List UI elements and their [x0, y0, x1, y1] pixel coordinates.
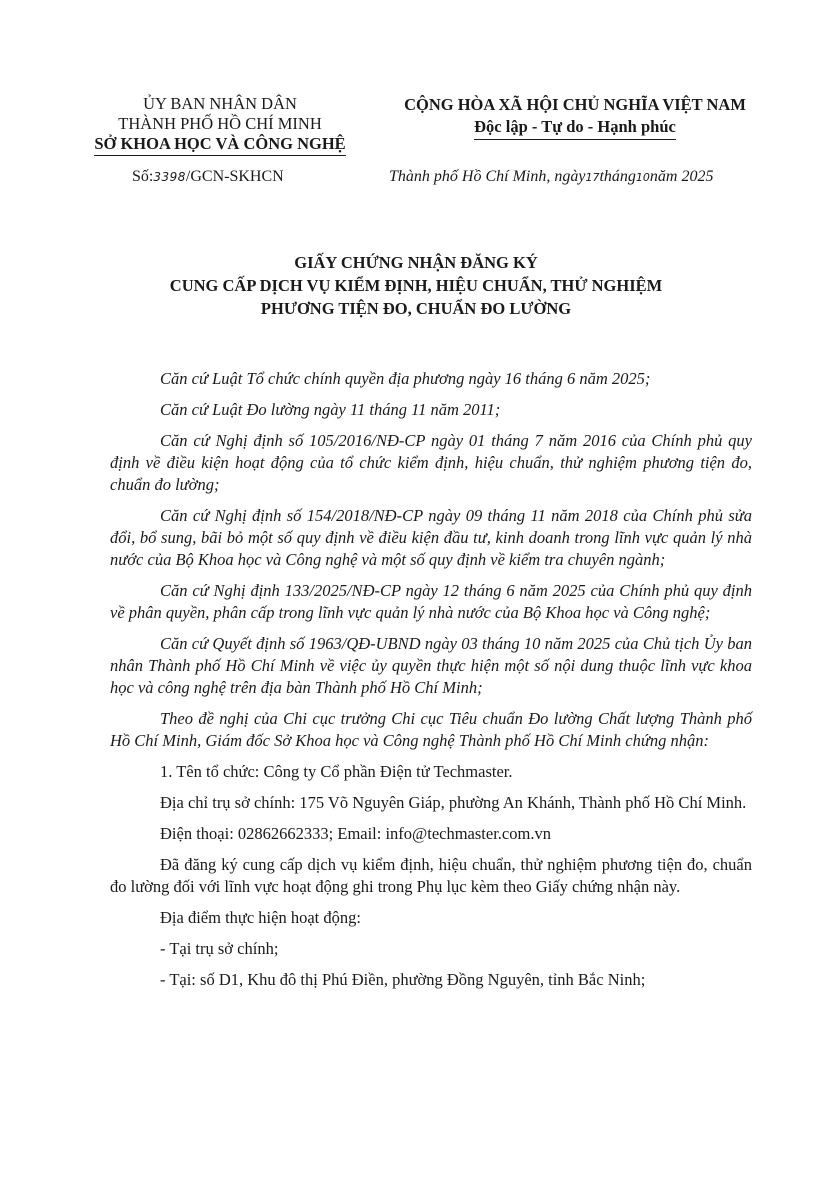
agency-line-3: SỞ KHOA HỌC VÀ CÔNG NGHỆ [94, 134, 345, 156]
doc-number-handwritten: 3398 [153, 170, 186, 184]
legal-basis-paragraph: Căn cứ Luật Đo lường ngày 11 tháng 11 năm 2011; [160, 400, 501, 419]
agency-line-2: THÀNH PHỐ HỒ CHÍ MINH [118, 114, 322, 133]
location-item: - Tại: số D1, Khu đô thị Phú Điền, phường Đồng Nguyên, tỉnh Bắc Ninh; [160, 970, 646, 989]
head-office-address: Địa chỉ trụ sở chính: 175 Võ Nguyên Giáp, phường An Khánh, Thành phố Hồ Chí Minh. [160, 793, 747, 812]
issuing-agency-header [70, 94, 370, 156]
place-and-date [389, 168, 713, 186]
document-title [70, 251, 762, 320]
doc-number-prefix: Số: [132, 168, 154, 185]
legal-basis-paragraph: Căn cứ Nghị định số 105/2016/NĐ-CP ngày 01 tháng 7 năm 2016 của Chính phủ quy định về điều kiện hoạt động của tổ chức kiểm định, hiệu chuẩn, thử nghiệm phương tiện đo, chuẩn đo lường; [110, 431, 752, 494]
proposal-paragraph: Theo đề nghị của Chi cục trưởng Chi cục Tiêu chuẩn Đo lường Chất lượng Thành phố Hồ Chí Minh, Giám đốc Sở Khoa học và Công nghệ Thành phố Hồ Chí Minh chứng nhận: [110, 709, 752, 750]
country-name: CỘNG HÒA XÃ HỘI CHỦ NGHĨA VIỆT NAM [404, 95, 746, 114]
doc-number-suffix: /GCN-SKHCN [185, 168, 284, 185]
legal-basis-paragraph: Căn cứ Nghị định 133/2025/NĐ-CP ngày 12 tháng 6 năm 2025 của Chính phủ quy định về phân quyền, phân cấp trong lĩnh vực quản lý nhà nước của Bộ Khoa học và Công nghệ; [110, 581, 752, 622]
date-month-handwritten: 10 [635, 171, 650, 184]
date-text-3: năm 2025 [649, 168, 714, 185]
date-text-1: Thành phố Hồ Chí Minh, ngày [389, 168, 586, 185]
agency-line-1: ỦY BAN NHÂN DÂN [143, 94, 297, 113]
registration-statement: Đã đăng ký cung cấp dịch vụ kiểm định, hiệu chuẩn, thử nghiệm phương tiện đo, chuẩn đo lường đối với lĩnh vực hoạt động ghi trong Phụ lục kèm theo Giấy chứng nhận này. [110, 855, 752, 896]
title-line-2: CUNG CẤP DỊCH VỤ KIỂM ĐỊNH, HIỆU CHUẨN, THỬ NGHIỆM [169, 276, 663, 295]
national-motto: Độc lập - Tự do - Hạnh phúc [474, 116, 676, 140]
organization-name: 1. Tên tổ chức: Công ty Cổ phần Điện tử Techmaster. [160, 762, 513, 781]
title-line-1: GIẤY CHỨNG NHẬN ĐĂNG KÝ [294, 253, 538, 272]
document-number [132, 168, 284, 186]
title-line-3: PHƯƠNG TIỆN ĐO, CHUẨN ĐO LƯỜNG [260, 299, 572, 318]
locations-heading: Địa điểm thực hiện hoạt động: [160, 908, 361, 927]
contact-info: Điện thoại: 02862662333; Email: info@techmaster.com.vn [160, 824, 551, 843]
document-body [110, 368, 752, 1000]
date-day-handwritten: 17 [585, 171, 600, 184]
legal-basis-paragraph: Căn cứ Quyết định số 1963/QĐ-UBND ngày 03 tháng 10 năm 2025 của Chủ tịch Ủy ban nhân Thành phố Hồ Chí Minh về việc ủy quyền thực hiện một số nội dung thuộc lĩnh vực khoa học và công nghệ trên địa bàn Thành phố Hồ Chí Minh; [110, 634, 752, 697]
date-text-2: tháng [599, 168, 636, 185]
legal-basis-paragraph: Căn cứ Nghị định số 154/2018/NĐ-CP ngày 09 tháng 11 năm 2018 của Chính phủ sửa đổi, bổ sung, bãi bỏ một số quy định về điều kiện đầu tư, kinh doanh trong lĩnh vực quản lý nhà nước của Bộ Khoa học và Công nghệ và một số quy định về kiểm tra chuyên ngành; [110, 506, 752, 569]
location-item: - Tại trụ sở chính; [160, 939, 279, 958]
national-motto-header [380, 94, 770, 140]
legal-basis-paragraph: Căn cứ Luật Tổ chức chính quyền địa phương ngày 16 tháng 6 năm 2025; [160, 369, 651, 388]
